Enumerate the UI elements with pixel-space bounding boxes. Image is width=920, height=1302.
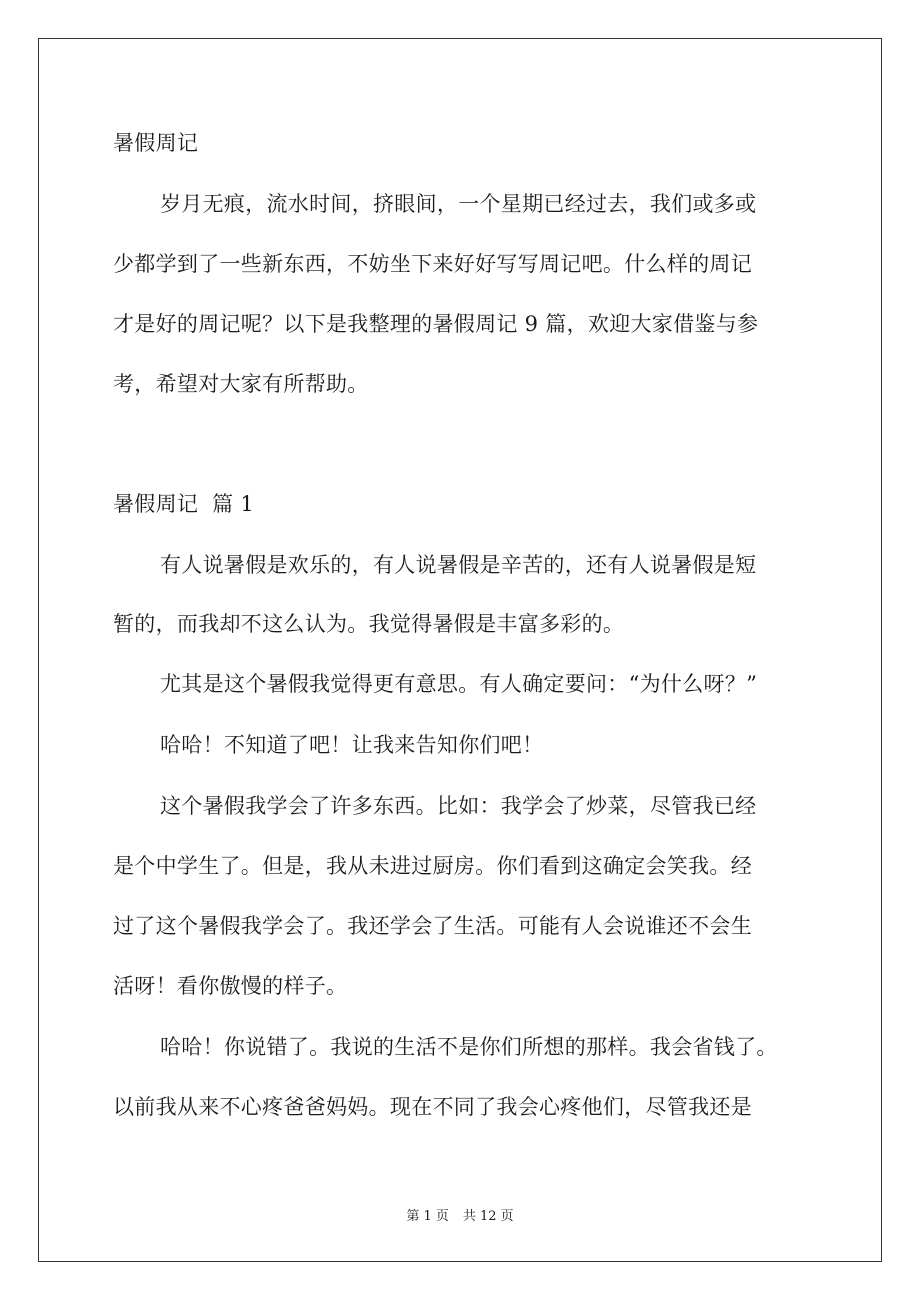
document-title: 暑假周记 — [113, 131, 199, 155]
body-line: 暂的，而我却不这么认为。我觉得暑假是丰富多彩的。 — [113, 612, 625, 636]
intro-line: 岁月无痕，流水时间，挤眼间，一个星期已经过去，我们或多或 — [160, 192, 757, 216]
section-heading: 暑假周记 篇 1 — [113, 492, 255, 516]
page-total: 共 12 页 — [462, 1209, 514, 1224]
body-line: 以前我从来不心疼爸爸妈妈。现在不同了我会心疼他们，尽管我还是 — [113, 1095, 752, 1119]
page-number: 第 1 页 — [406, 1209, 449, 1224]
body-line: 这个暑假我学会了许多东西。比如：我学会了炒菜，尽管我已经 — [160, 794, 757, 818]
intro-line: 少都学到了一些新东西，不妨坐下来好好写写周记吧。什么样的周记 — [113, 252, 752, 276]
body-line: 尤其是这个暑假我觉得更有意思。有人确定要问：“为什么呀？” — [160, 672, 758, 696]
page-border — [38, 38, 882, 1262]
body-line: 是个中学生了。但是，我从未进过厨房。你们看到这确定会笑我。经 — [113, 854, 752, 878]
page-footer — [0, 1208, 920, 1226]
body-line: 活呀！看你傲慢的样子。 — [113, 974, 348, 998]
body-line: 有人说暑假是欢乐的，有人说暑假是辛苦的，还有人说暑假是短 — [160, 553, 757, 577]
intro-line: 考，希望对大家有所帮助。 — [113, 372, 369, 396]
intro-line: 才是好的周记呢？以下是我整理的暑假周记 9 篇，欢迎大家借鉴与参 — [113, 312, 759, 336]
body-line: 过了这个暑假我学会了。我还学会了生活。可能有人会说谁还不会生 — [113, 914, 752, 938]
body-line: 哈哈！你说错了。我说的生活不是你们所想的那样。我会省钱了。 — [160, 1035, 778, 1059]
body-line: 哈哈！不知道了吧！让我来告知你们吧！ — [160, 733, 544, 757]
